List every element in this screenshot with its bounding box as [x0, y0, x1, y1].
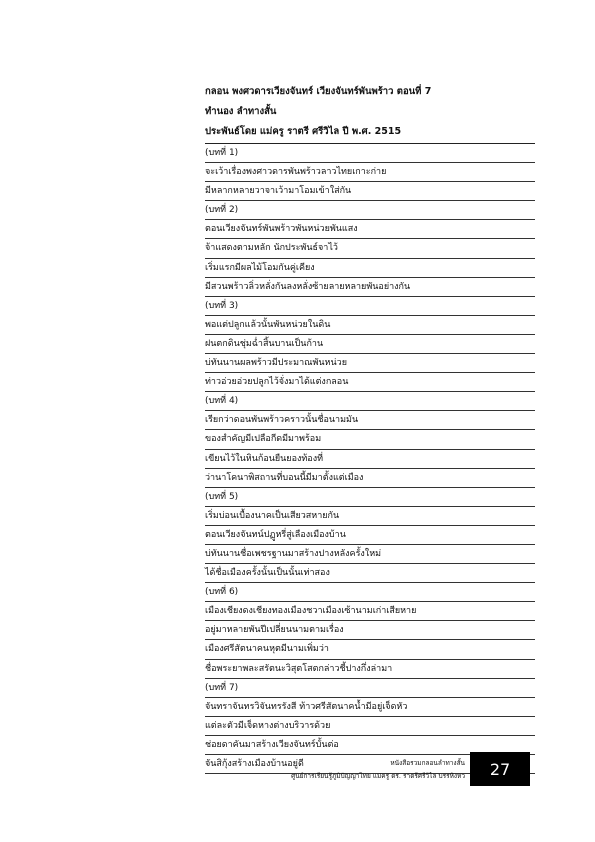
verse-line: พอแต่ปลูกแล้วนั้นพันหน่วยในดิน: [205, 316, 535, 335]
verse-line: (บทที่ 1): [205, 144, 535, 163]
verse-line: ฝนตกดินชุ่มฉ่ำสิ้นบานเป็นก้าน: [205, 335, 535, 354]
verse-line: อยู่มาหลายพันปีเปลี่ยนนามตามเรื่อง: [205, 621, 535, 640]
verse-line: เมืองศรีสัตนาคนหุตมีนามเพิ่มว่า: [205, 640, 535, 659]
verse-line: ตอนเวียงจันทร์พันพร้าวพันหน่วยพันแสง: [205, 220, 535, 239]
verse-line: ช่อยดาคันมาสร้างเวียงจันทร์บั้นต่อ: [205, 736, 535, 755]
verse-line: จันสิกุ้งสร้างเมืองบ้านอยู่ดี: [205, 755, 535, 774]
verse-line: ตอนเวียงจันทน์ปฏูหรี่สู่เลืองเมืองบ้าน: [205, 526, 535, 545]
verse-line: บ่ทันนานชื่อเพชรฐานมาสร้างปางหลังครั้งใหม่: [205, 545, 535, 564]
footer-center-name: ศูนย์การเรียนรู้ภูมิปัญญาไทย แม่ครู ดร. ราตรีศรีวิไล บรรหิงหว: [291, 772, 465, 780]
poem-title: กลอน พงศวดารเวียงจันทร์ เวียงจันทร์พันพร้าว ตอนที่ 7: [205, 86, 432, 97]
footer-book-title: หนังสือรวมกลอนลำทางสั้น: [390, 759, 465, 767]
verse-line: ของสำคัญมีเปลือกีดมีมาพร้อม: [205, 430, 535, 449]
verse-line: (บทที่ 7): [205, 679, 535, 698]
verse-line: เริ่มบ่อนเบื้องนาคเป็นเสียวสหายกัน: [205, 507, 535, 526]
verse-line: แต่ละตัวมีเจ็ดหางต่างบริวารด้วย: [205, 717, 535, 736]
verse-line: เริ่มแรกมีผลไม้โอมกันคู่เคียง: [205, 259, 535, 278]
poem-content: [205, 82, 535, 774]
verse-line: (บทที่ 3): [205, 297, 535, 316]
page-footer: [235, 757, 465, 783]
verse-line: เรียกว่าดอนพันพร้าวคราวนั้นชื่อนามมัน: [205, 411, 535, 430]
verse-line: เขียนไว้ในหินก้อนยืนยองท้องที่: [205, 450, 535, 469]
page-number: 27: [489, 759, 511, 779]
page-number-box: [470, 752, 530, 786]
verse-line: มีสวนพร้าวลิ่วหลั่งกันลงหลั่งซ้ายลายหลายพันอย่างกัน: [205, 278, 535, 297]
poem-author: ประพันธ์โดย แม่ครู ราตรี ศรีวิไล ปี พ.ศ. 2515: [205, 126, 402, 137]
verse-line: จะเว้าเรื่องพงศาวดารพันพร้าวลาวไทยเกาะก่าย: [205, 163, 535, 182]
verse-line: ได้ชื่อเมืองครั้งนั้นเป็นนั้นเท่าสอง: [205, 564, 535, 583]
verse-line: จ้าแสดงตามหลัก นักประพันธ์จาไว้: [205, 239, 535, 258]
verse-line: (บทที่ 5): [205, 488, 535, 507]
poem-style: ทำนอง ลำทางสั้น: [205, 106, 277, 117]
verse-line: มีหลากหลายวาจาเว้ามาโอมเข้าใส่กัน: [205, 182, 535, 201]
verse-line: (บทที่ 4): [205, 392, 535, 411]
verse-line: ชื่อพระยาพละสรัตนะวิสุตโสตกล่าวชี้ปางกึ่งล่ามา: [205, 660, 535, 679]
verse-line: เมืองเชียงดงเชียงทองเมืองชวาเมืองเซ้านามเก่าเสียหาย: [205, 602, 535, 621]
verse-line: บ่ทันนานผลพร้าวมีประมาณพันหน่วย: [205, 354, 535, 373]
verse-line: ว่านาโคนาพิสถานที่บอนนี้มีมาตั้งแต่เมือง: [205, 469, 535, 488]
verse-line: ท่าวอ่วยอ่วยปลูกไว้จั่งมาได้แต่งกลอน: [205, 373, 535, 392]
verse-line: จันทราจันทรวิจันทรรังสี ท้าวศรีสัตนาคน้ำมีอยู่เจ็ดหัว: [205, 698, 535, 717]
verse-line: (บทที่ 2): [205, 201, 535, 220]
verse-line: (บทที่ 6): [205, 583, 535, 602]
